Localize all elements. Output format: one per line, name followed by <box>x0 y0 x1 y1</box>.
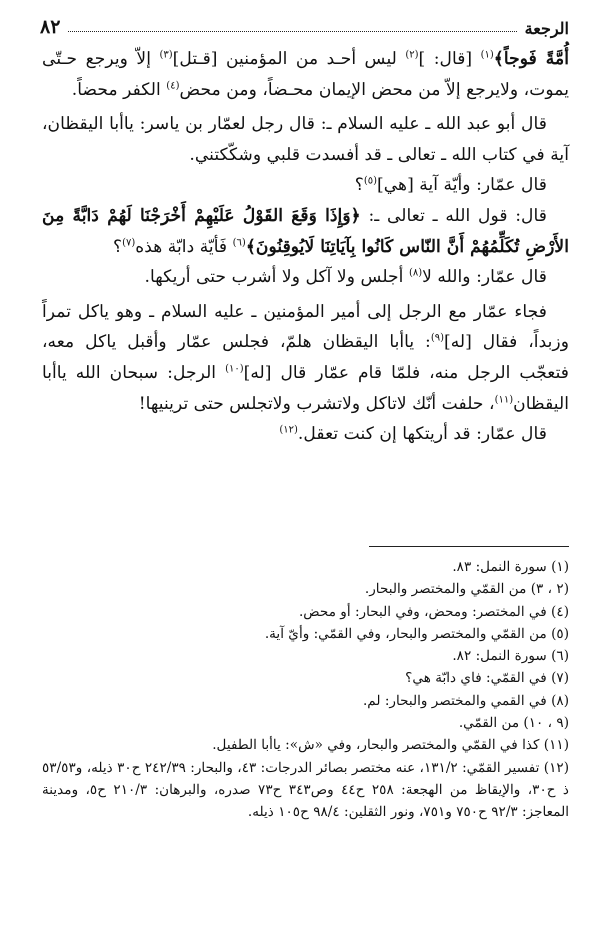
footnote-ref: (٥) <box>363 175 378 187</box>
footnote: (٦) سورة النمل: ٨٢. <box>452 648 569 665</box>
paragraph-7: قال عمّار: قد أريتكها إن كنت تعقل.$^{(١٢)}$ <box>279 424 547 445</box>
footnote: (٨) في القمي والمختصر والبحار: لم. <box>362 692 569 709</box>
footnote-ref: (١٠) <box>225 363 244 375</box>
paragraph-5: قال عمّار: والله لا$^{(٨)}$ أجلس ولا آكل ولا أشرب حتى أريكها. <box>144 267 547 288</box>
footnote-ref: (٦) <box>232 236 246 248</box>
footnote: (٥) من القمّي والمختصر والبحار، وفي القمّي: وأيّ آية. <box>264 625 569 642</box>
footnotes <box>42 556 569 824</box>
paragraph-4: قال: قول الله ـ تعالى ـ: ﴿وَإِذَا وَقَعَ القَوْلُ عَلَيْهِمْ أَخْرَجْنَا لَهُمْ دَابَّةً مِنَ الأَرْضِ تُكَلِّمُهُمْ أَنَّ النّاس كَانُوا بِآيَاتِنَا لَايُوقِنُونَ﴾$^{(٦)}$ فَأيّة دابّة هذه$^{(٧)}$؟ <box>42 205 569 257</box>
footnote-ref: (٩) <box>430 332 445 344</box>
footnote-separator <box>369 546 569 547</box>
footnote: (١) سورة النمل: ٨٣. <box>452 559 569 575</box>
quran-verse: ﴿وَإِذَا وَقَعَ القَوْلُ عَلَيْهِمْ أَخْرَجْنَا لَهُمْ دَابَّةً مِنَ الأَرْضِ تُكَلِّمُهُمْ أَنَّ النّاس كَانُوا بِآيَاتِنَا لَايُوقِنُونَ﴾ <box>42 205 569 257</box>
page-header <box>40 10 569 38</box>
paragraph-2: قال أبو عبد الله ـ عليه السلام ـ: قال رجل لعمّار بن ياسر: ياأبا اليقظان، آية في كتاب الله ـ تعالى ـ قد أفسدت قلبي وشكّكتني. <box>42 114 569 165</box>
footnote-ref: (٤) <box>166 79 180 91</box>
footnote-ref: (٢) <box>405 49 419 61</box>
page-number: ٨٢ <box>40 16 61 38</box>
paragraph-6: فجاء عمّار مع الرجل إلى أمير المؤمنين ـ عليه السلام ـ وهو ياكل تمراً وزبداً، فقال [له]$^{(٩)}$: ياأبا اليقظان هلمّ، فجلس عمّار وأقبل ياكل معه، فتعجّب الرجل منه، فلمّا قام عمّار قال [له]$^{(١٠)}$ الرجل: سبحان الله ياأبا اليقظان$^{(١١)}$، حلفت أنّك لاتاكل ولاتشرب ولاتجلس حتى ترينيها! <box>42 301 570 414</box>
footnote: (٤) في المختصر: ومحض، وفي البحار: أو محض. <box>298 603 569 620</box>
footnote-ref: (٣) <box>159 49 173 61</box>
footnote: (٧) في القمّي: فاي دابّة هي؟ <box>405 670 569 687</box>
footnote: (٢ ، ٣) من القمّي والمختصر والبحار. <box>364 581 569 598</box>
paragraph-3: قال عمّار: وأيّة آية [هي]$^{(٥)}$؟ <box>354 175 547 196</box>
footnote-ref: (١٢) <box>279 424 298 436</box>
footnote-ref: (١) <box>480 49 494 61</box>
footnote: (١١) كذا في القمّي والمختصر والبحار، وفي «ش»: ياأبا الطفيل. <box>212 737 569 754</box>
footnote-ref: (٨) <box>408 267 423 279</box>
header-dotted-rule <box>68 31 516 32</box>
footnote-ref: (٧) <box>122 236 136 248</box>
footnote: (٩ ، ١٠) من القمّي. <box>458 715 569 732</box>
main-text <box>42 44 569 450</box>
running-title: الرجعة <box>524 19 569 38</box>
paragraph-1: أُمَّةً فَوجاً﴾$^{(١)}$ [قال: ]$^{(٢)}$ ليس أحـد من المؤمنين [قـتل]$^{(٣)}$ إلاّ ويرجع حـتّى يموت، ولايرجع إلاّ من محض الإيمان محـضاً، ومن محض$^{(٤)}$ الكفر محضاً. <box>42 49 569 100</box>
footnote-ref: (١١) <box>494 393 514 405</box>
footnote: (١٢) تفسير القمّي: ١٣١/٢، عنه مختصر بصائر الدرجات: ٤٣، والبحار: ٢٤٢/٣٩ ح٣٠ ذيله، و٥٣/٥٣ ذ ح٣٠، والإيقاظ من الهجعة: ٢٥٨ ح٤٤ وص٣٤٣ ح٧٣ صدره، والبرهان: ٢١٠/٣ ح٥، ومدينة المعاجز: ٩٢/٣ ح٧٥٠ و٧٥١، ونور الثقلين: ٩٨/٤ ح١٠٥ ذيله. <box>42 759 569 821</box>
